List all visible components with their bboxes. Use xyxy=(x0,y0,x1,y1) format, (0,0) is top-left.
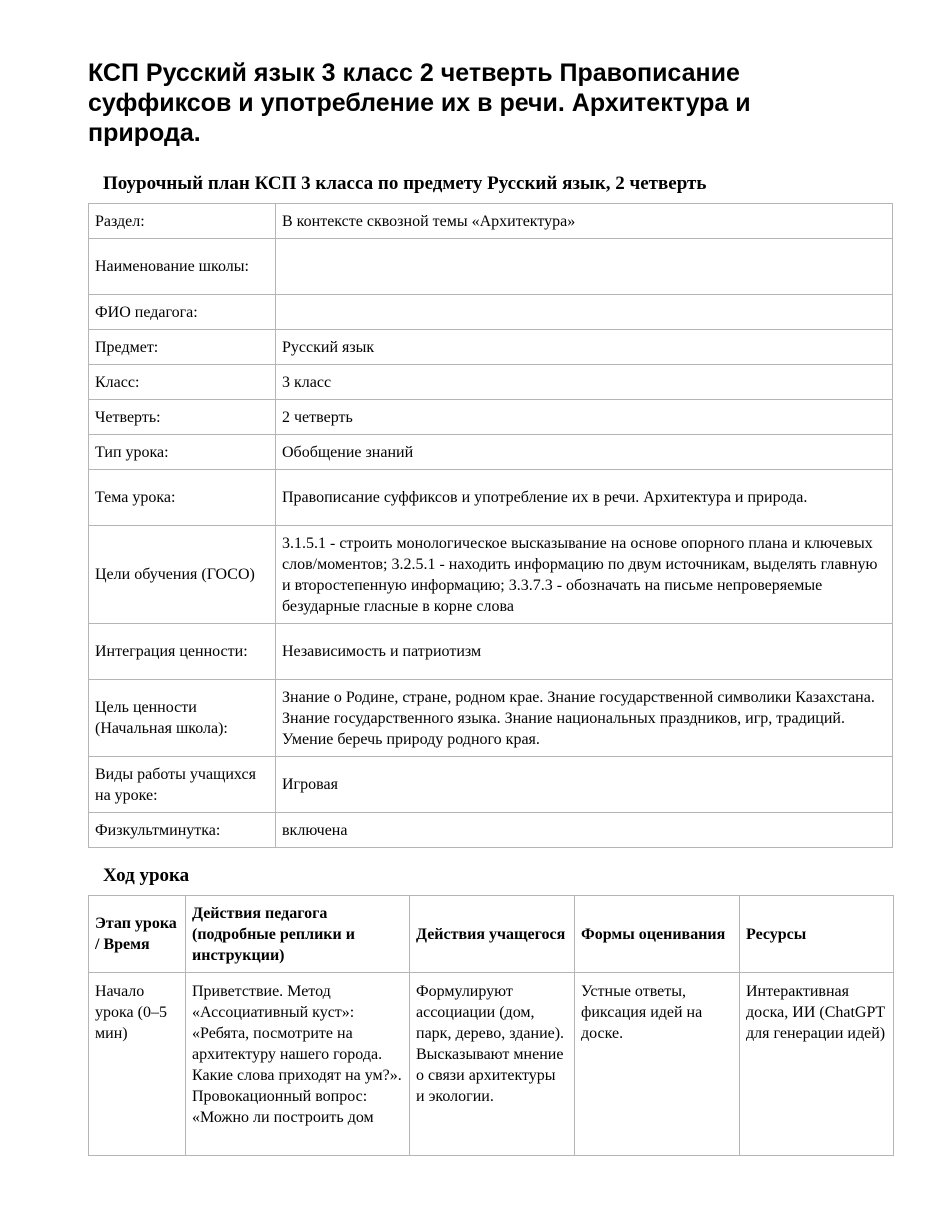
table-row xyxy=(89,757,893,813)
document-title: КСП Русский язык 3 класс 2 четверть Правописание суффиксов и употребление их в речи. Архитектура и природа. xyxy=(88,59,751,147)
row-label: Тема урока: xyxy=(89,470,276,526)
row-label: Тип урока: xyxy=(89,435,276,470)
row-value: Русский язык xyxy=(276,330,893,365)
row-label: Предмет: xyxy=(89,330,276,365)
table-header-row xyxy=(89,896,894,973)
column-header: Формы оценивания xyxy=(575,896,740,973)
row-label: ФИО педагога: xyxy=(89,295,276,330)
lesson-table xyxy=(88,895,894,1156)
row-value: В контексте сквозной темы «Архитектура» xyxy=(276,204,893,239)
table-row xyxy=(89,813,893,848)
row-value: Знание о Родине, стране, родном крае. Знание государственной символики Казахстана. Знание государственного языка. Знание национальных праздников, игр, традиций. Умение беречь природу родного края. xyxy=(276,680,893,757)
column-header: Ресурсы xyxy=(740,896,894,973)
table-row xyxy=(89,435,893,470)
row-value: Игровая xyxy=(276,757,893,813)
table-row xyxy=(89,330,893,365)
table-cell: Приветствие. Метод «Ассоциативный куст»: «Ребята, посмотрите на архитектуру нашего города. Какие слова приходят на ум?». Провокационный вопрос: «Можно ли построить дом xyxy=(186,973,410,1156)
table-row xyxy=(89,400,893,435)
table-cell: Формулируют ассоциации (дом, парк, дерево, здание). Высказывают мнение о связи архитектуры и экологии. xyxy=(410,973,575,1156)
row-label: Наименование школы: xyxy=(89,239,276,295)
table-row xyxy=(89,973,894,1156)
lesson-heading: Ход урока xyxy=(103,865,190,886)
table-row xyxy=(89,624,893,680)
table-row xyxy=(89,526,893,624)
row-label: Виды работы учащихся на уроке: xyxy=(89,757,276,813)
row-value xyxy=(276,239,893,295)
table-cell: Начало урока (0–5 мин) xyxy=(89,973,186,1156)
table-row xyxy=(89,204,893,239)
row-label: Интеграция ценности: xyxy=(89,624,276,680)
column-header: Действия учащегося xyxy=(410,896,575,973)
column-header: Этап урока / Время xyxy=(89,896,186,973)
table-row xyxy=(89,680,893,757)
info-table xyxy=(88,203,893,848)
row-value xyxy=(276,295,893,330)
row-label: Физкультминутка: xyxy=(89,813,276,848)
row-value: Обобщение знаний xyxy=(276,435,893,470)
row-value: Независимость и патриотизм xyxy=(276,624,893,680)
table-cell: Устные ответы, фиксация идей на доске. xyxy=(575,973,740,1156)
row-label: Класс: xyxy=(89,365,276,400)
row-value: 3 класс xyxy=(276,365,893,400)
table-cell: Интерактивная доска, ИИ (ChatGPT для генерации идей) xyxy=(740,973,894,1156)
table-row xyxy=(89,365,893,400)
row-label: Цель ценности (Начальная школа): xyxy=(89,680,276,757)
row-value: 3.1.5.1 - строить монологическое высказывание на основе опорного плана и ключевых слов/моментов; 3.2.5.1 - находить информацию по двум источникам, выделять главную и второстепенную информацию; 3.3.7.3 - обозначать на письме непроверяемые безударные гласные в корне слова xyxy=(276,526,893,624)
table-row xyxy=(89,239,893,295)
row-value: Правописание суффиксов и употребление их в речи. Архитектура и природа. xyxy=(276,470,893,526)
row-label: Четверть: xyxy=(89,400,276,435)
plan-subtitle: Поурочный план КСП 3 класса по предмету Русский язык, 2 четверть xyxy=(103,173,707,194)
row-value: включена xyxy=(276,813,893,848)
table-row xyxy=(89,295,893,330)
column-header: Действия педагога (подробные реплики и инструкции) xyxy=(186,896,410,973)
document-page xyxy=(88,58,893,1156)
table-row xyxy=(89,470,893,526)
row-label: Раздел: xyxy=(89,204,276,239)
row-value: 2 четверть xyxy=(276,400,893,435)
row-label: Цели обучения (ГОСО) xyxy=(89,526,276,624)
